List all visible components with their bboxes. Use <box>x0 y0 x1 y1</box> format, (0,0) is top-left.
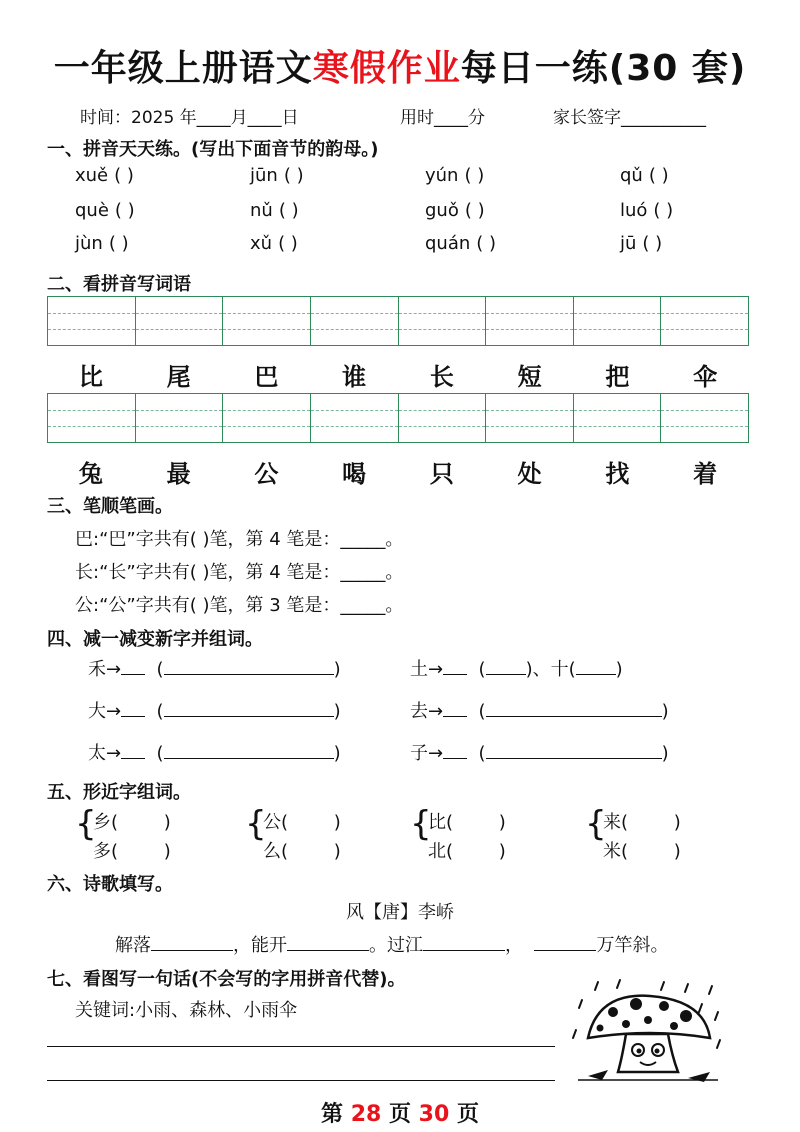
similar-char: 乡 <box>93 812 111 833</box>
page-title <box>0 40 800 91</box>
stroke-question-2[interactable]: 长:“长”字共有( )笔，第 4 笔是：_____。 <box>75 562 404 583</box>
answer-paren[interactable]: ( ) <box>111 812 171 833</box>
similar-char-item[interactable] <box>428 837 542 863</box>
subtract-prompt: 太→ <box>88 743 122 764</box>
word-blank[interactable] <box>486 758 662 759</box>
similar-char-item[interactable] <box>93 808 207 834</box>
footer-suffix: 页 <box>449 1102 479 1127</box>
subtract-prompt: 子→ <box>410 743 444 764</box>
answer-line-2[interactable] <box>47 1080 555 1081</box>
answer-paren[interactable]: ( ) <box>108 233 129 254</box>
hanzi-char: 处 <box>517 460 542 488</box>
pinyin-item[interactable] <box>75 200 135 221</box>
new-char-blank[interactable] <box>121 758 145 759</box>
similar-char: 么 <box>263 841 281 862</box>
new-char-blank[interactable] <box>121 674 145 675</box>
similar-char-item[interactable] <box>428 808 542 834</box>
word-blank[interactable] <box>164 716 334 717</box>
subtract-item-left[interactable]: 太→ ( ) <box>88 743 341 764</box>
new-char-blank[interactable] <box>443 758 467 759</box>
hanzi-char: 兔 <box>78 460 103 488</box>
poem-blank-4[interactable] <box>534 950 596 951</box>
answer-paren[interactable]: ( ) <box>281 841 341 862</box>
brace-icon: { <box>585 804 607 844</box>
similar-char: 北 <box>428 841 446 862</box>
similar-char: 公 <box>263 812 281 833</box>
pinyin-syllable: jùn <box>75 233 103 254</box>
pinyin-syllable: xuě <box>75 165 109 186</box>
hanzi-char: 短 <box>517 363 542 391</box>
pinyin-item[interactable] <box>250 200 299 221</box>
answer-paren[interactable]: ( ) <box>464 200 485 221</box>
writing-grid-1[interactable] <box>47 296 749 346</box>
section1-title: 一、拼音天天练。(写出下面音节的韵母。) <box>47 139 379 160</box>
answer-paren[interactable]: ( ) <box>476 233 497 254</box>
answer-paren[interactable]: ( ) <box>648 165 669 186</box>
subtract-item-left[interactable]: 大→ ( ) <box>88 701 341 722</box>
pinyin-item[interactable] <box>620 165 669 186</box>
section2-title: 二、看拼音写词语 <box>47 274 191 295</box>
poem-part1: 解落 <box>115 935 151 956</box>
current-page: 28 <box>350 1102 382 1127</box>
total-pages: 30 <box>418 1102 450 1127</box>
subtract-item-right[interactable]: 去→ ( ) <box>410 701 669 722</box>
subtract-prompt: 去→ <box>410 701 444 722</box>
new-char-blank[interactable] <box>121 716 145 717</box>
pinyin-syllable: luó <box>620 200 648 221</box>
hanzi-char: 把 <box>605 363 630 391</box>
extra-prompt: 、十( <box>532 659 576 680</box>
char-row-2 <box>47 454 749 489</box>
word-blank[interactable] <box>576 674 616 675</box>
brace-icon: { <box>75 804 97 844</box>
pinyin-syllable: jūn <box>250 165 278 186</box>
pinyin-item[interactable] <box>250 165 304 186</box>
stroke-question-3[interactable]: 公:“公”字共有( )笔，第 3 笔是：_____。 <box>75 595 404 616</box>
answer-paren[interactable]: ( ) <box>621 812 681 833</box>
similar-char-item[interactable] <box>263 808 377 834</box>
subtract-prompt: 禾→ <box>88 659 122 680</box>
new-char-blank[interactable] <box>443 716 467 717</box>
pinyin-syllable: nǔ <box>250 200 273 221</box>
poem-blank-3[interactable] <box>423 950 505 951</box>
subtract-item-right[interactable]: 土→ ( )、十( ) <box>410 659 623 680</box>
keywords: 关键词:小雨、森林、小雨伞 <box>75 1000 298 1021</box>
subtract-prompt: 大→ <box>88 701 122 722</box>
hanzi-char: 最 <box>166 460 191 488</box>
subtract-prompt: 土→ <box>410 659 444 680</box>
new-char-blank[interactable] <box>443 674 467 675</box>
word-blank[interactable] <box>486 674 526 675</box>
poem-title: 风【唐】李峤 <box>346 902 454 923</box>
poem-fill-line[interactable] <box>115 931 668 957</box>
word-blank[interactable] <box>164 674 334 675</box>
pinyin-item[interactable] <box>425 165 484 186</box>
answer-paren[interactable]: ( ) <box>283 165 304 186</box>
poem-part5: 万竿斜。 <box>596 935 669 956</box>
pinyin-item[interactable] <box>425 200 485 221</box>
poem-part3: 。过江 <box>369 935 423 956</box>
answer-paren[interactable]: ( ) <box>642 233 663 254</box>
pinyin-syllable: yún <box>425 165 459 186</box>
section7-title: 七、看图写一句话(不会写的字用拼音代替)。 <box>47 969 406 990</box>
stroke-question-1[interactable]: 巴:“巴”字共有( )笔，第 4 笔是：_____。 <box>75 529 404 550</box>
pinyin-item[interactable] <box>620 233 662 254</box>
pinyin-item[interactable] <box>425 233 496 254</box>
subtract-item-right[interactable]: 子→ ( ) <box>410 743 669 764</box>
similar-char: 多 <box>93 841 111 862</box>
answer-paren[interactable]: ( ) <box>114 200 135 221</box>
hanzi-char: 喝 <box>342 460 367 488</box>
page-footer <box>0 1097 800 1128</box>
hanzi-char: 着 <box>693 460 718 488</box>
time-used-field[interactable]: 用时____分 <box>400 108 485 128</box>
writing-grid-2[interactable] <box>47 393 749 443</box>
answer-paren[interactable]: ( ) <box>653 200 674 221</box>
section5-title: 五、形近字组词。 <box>47 782 191 803</box>
footer-prefix: 第 <box>321 1102 351 1127</box>
hanzi-char: 尾 <box>166 363 191 391</box>
hanzi-char: 比 <box>78 363 103 391</box>
title-highlight: 寒假作业 <box>312 48 461 89</box>
subtract-item-left[interactable]: 禾→ ( ) <box>88 659 341 680</box>
hanzi-char: 伞 <box>693 363 718 391</box>
section3-title: 三、笔顺笔画。 <box>47 496 173 517</box>
brace-icon: { <box>410 804 432 844</box>
similar-char: 米 <box>603 841 621 862</box>
answer-paren[interactable]: ( ) <box>446 812 506 833</box>
pinyin-syllable: xǔ <box>250 233 273 254</box>
section6-title: 六、诗歌填写。 <box>47 874 173 895</box>
similar-char: 来 <box>603 812 621 833</box>
answer-paren[interactable]: ( ) <box>281 812 341 833</box>
hanzi-char: 只 <box>429 460 454 488</box>
similar-char-item[interactable] <box>603 808 717 834</box>
char-row-1 <box>47 357 749 392</box>
pinyin-syllable: guǒ <box>425 200 459 221</box>
answer-paren[interactable]: ( ) <box>111 841 171 862</box>
pinyin-syllable: jū <box>620 233 637 254</box>
hanzi-char: 长 <box>429 363 454 391</box>
poem-blank-2[interactable] <box>287 950 369 951</box>
hanzi-char: 谁 <box>342 363 367 391</box>
hanzi-char: 巴 <box>254 363 279 391</box>
answer-line-1[interactable] <box>47 1046 555 1047</box>
poem-part2: ，能开 <box>233 935 287 956</box>
pinyin-syllable: qǔ <box>620 165 643 186</box>
pinyin-item[interactable] <box>250 233 298 254</box>
word-blank[interactable] <box>164 758 334 759</box>
brace-icon: { <box>245 804 267 844</box>
parent-sign-field[interactable]: 家长签字__________ <box>553 108 706 128</box>
similar-char-item[interactable] <box>603 837 717 863</box>
title-part3: 每日一练(30 套) <box>460 48 747 89</box>
similar-char: 比 <box>428 812 446 833</box>
footer-mid: 页 <box>381 1102 419 1127</box>
poem-part4: ， <box>505 935 523 956</box>
date-field[interactable]: 时间：2025 年____月____日 <box>80 108 299 128</box>
pinyin-item[interactable] <box>75 233 129 254</box>
answer-paren[interactable]: ( ) <box>446 841 506 862</box>
answer-paren[interactable]: ( ) <box>278 233 298 254</box>
answer-paren[interactable]: ( ) <box>278 200 299 221</box>
answer-paren[interactable]: ( ) <box>464 165 485 186</box>
word-blank[interactable] <box>486 716 662 717</box>
answer-paren[interactable]: ( ) <box>114 165 134 186</box>
similar-char-item[interactable] <box>263 837 377 863</box>
similar-char-item[interactable] <box>93 837 207 863</box>
pinyin-item[interactable] <box>75 165 134 186</box>
section4-title: 四、减一减变新字并组词。 <box>47 629 263 650</box>
mushroom-rain-illustration <box>568 978 728 1086</box>
pinyin-item[interactable] <box>620 200 673 221</box>
pinyin-syllable: quán <box>425 233 471 254</box>
hanzi-char: 找 <box>605 460 630 488</box>
answer-paren[interactable]: ( ) <box>621 841 681 862</box>
poem-blank-1[interactable] <box>151 950 233 951</box>
pinyin-syllable: què <box>75 200 109 221</box>
title-part1: 一年级上册语文 <box>53 48 313 89</box>
hanzi-char: 公 <box>254 460 279 488</box>
